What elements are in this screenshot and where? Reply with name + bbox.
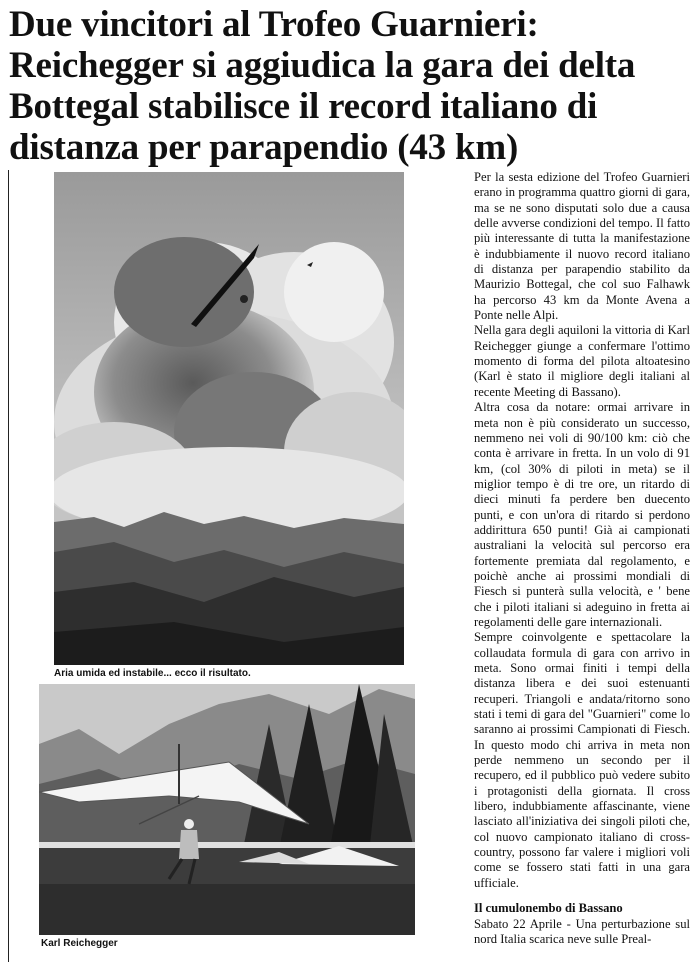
article-paragraph-5: Sabato 22 Aprile - Una perturbazione sul nord Italia scarica neve sulle Preal-	[474, 916, 690, 946]
article-paragraph-1: Per la sesta edizione del Trofeo Guarnieri erano in programma quattro giorni di gara, ma se ne sono disputati solo due a causa delle avverse condizioni del tempo. Il fatto più interessante di tutta la manifestazione è indubbiamente il nuovo record italiano di distanza per parapendio stabilito da Maurizio Bottegal, che col suo Falhawk ha percorso 43 km da Monte Avena a Ponte nelle Alpi.	[474, 170, 690, 323]
column-rule	[8, 170, 9, 962]
article-subhead: Il cumulonembo di Bassano	[474, 901, 623, 916]
article-paragraph-4: Sempre coinvolgente e spettacolare la collaudata formula di gara con arrivo in meta. Sono ormai finiti i tempi della distanza libera e dei suoi estenuanti recuperi. Triangoli e andata/ritorno sono stati i temi di gara del "Guarnieri" come lo saranno ai prossimi Campionati di Fiesch. In questo modo chi arriva in meta non perde nemmeno un secondo per il recupero, ed il pubblico può vedere subito i protagonisti della giornata. Il cross libero, indubbiamente affascinante, viene lasciato all'iniziativa dei singoli piloti che, col nuovo campionato italiano di cross-country, possono far valere i migliori voli come se fossero stati fatti in una gara ufficiale.	[474, 630, 690, 890]
headline-line-1: Due vincitori al Trofeo Guarnieri:	[9, 4, 539, 45]
article-paragraph-2: Nella gara degli aquiloni la vittoria di Karl Reichegger giunge a confermare l'ottimo momento di forma del pilota altoatesino (Karl è stato il migliore degli italiani al recente Meeting di Bassano).	[474, 323, 690, 399]
headline-line-2: Reichegger si aggiudica la gara dei delta	[9, 45, 636, 86]
article-column	[474, 170, 690, 947]
photo-pilot-landing	[39, 684, 415, 935]
headline-line-4: distanza per parapendio (43 km)	[9, 127, 519, 168]
article-paragraph-3: Altra cosa da notare: ormai arrivare in meta non è più considerato un successo, nemmeno nei voli di 90/100 km: ciò che conta è arrivare in fretta. In un volo di 91 km, (col 30% di piloti in meta) se il miglior tempo è di tre ore, un ritardo di dieci minuti fa perdere ben duecento punti, e con un'ora di ritardo si perdono addirittura 650 punti! Già ai campionati australiani la velocità sul percorso era fortemente premiata dal regolamento, e poichè anche ai prossimi mondiali di Fiesch si punterà sulla velocità, e ' bene che i piloti italiani si adeguino in fretta ai regolamenti delle gare internazionali.	[474, 400, 690, 629]
photo-cloud-hang-glider	[54, 172, 404, 665]
headline-line-3: Bottegal stabilisce il record italiano di	[9, 86, 598, 127]
photo-caption-1: Aria umida ed instabile... ecco il risultato.	[54, 668, 251, 679]
headline	[9, 4, 697, 168]
photo-caption-2: Karl Reichegger	[41, 938, 118, 949]
